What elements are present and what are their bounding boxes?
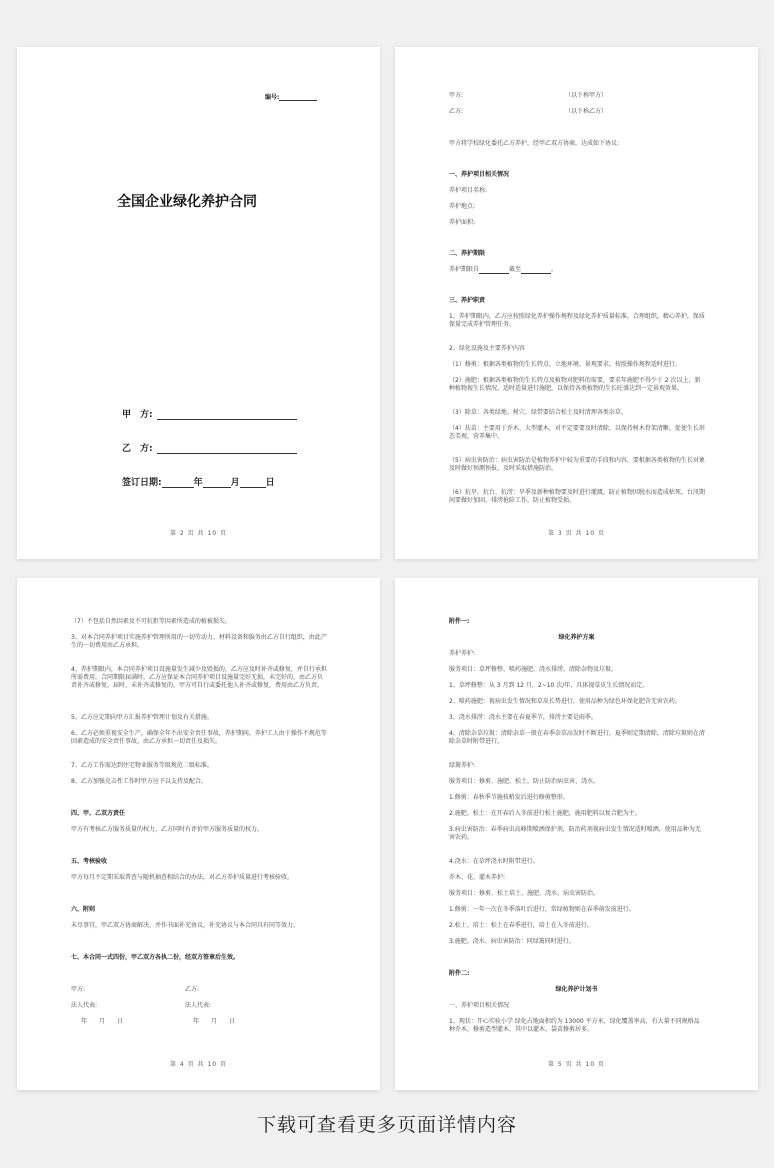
paragraph: 8、乙方加强克击性工作时甲方应予以支持及配合。 xyxy=(71,778,207,785)
paragraph: 3.施肥、浇水、病虫害防治：同绿篱同时进行。 xyxy=(449,938,575,945)
paragraph: （3）除草：各类绿地、树穴、绿带要结合松土及时清理各类杂草。 xyxy=(449,409,627,416)
contract-number-label: 编号: xyxy=(265,92,317,101)
appendix-heading: 附件一: xyxy=(449,618,470,625)
paragraph: （6）抗旱、抗台、抗涝：旱季及新种植物要及时进行灌溉，防止植物因脱水而造成枯死，台汛期间要做好加固、排涝抢险工作，防止植物受损。 xyxy=(449,489,705,504)
page-footer: 第 2 页 共 10 页 xyxy=(170,530,227,537)
paragraph: （7）不包括自然因素及不可抗拒等因素所造成的植被损失。 xyxy=(71,618,231,625)
paragraph: 绿篱养护: xyxy=(449,762,476,769)
party-b-rep: 法人代表: xyxy=(185,1002,212,1009)
paragraph: 2、绿化设施及主要养护内容 xyxy=(449,345,525,352)
section-heading: 四、甲、乙双方责任 xyxy=(71,810,126,817)
section-heading: 一、养护项目相关情况 xyxy=(449,171,510,178)
paragraph: 服务项目：草坪修整、喷药施肥、浇水排涝、清除杂物及垃圾。 xyxy=(449,666,618,673)
paragraph: 服务项目：修剪、施肥、松土，防止防治病虫害、浇水。 xyxy=(449,778,600,785)
paragraph: 5、乙方应定期向甲方汇报养护管理计划及有关措施。 xyxy=(71,714,213,721)
appendix-heading: 附件二: xyxy=(449,970,470,977)
paragraph: 养护项目名称: xyxy=(449,187,488,194)
paragraph: 1、现状：开心实验小学 绿化占地面积约为 13000 平方米，绿化覆盖率高，有大量不同规格品种乔木，修剪造型灌木，其中以灌木、袋苗修剪居多。 xyxy=(449,1018,700,1033)
paragraph: 4.浇水：在草坪浇水时附带进行。 xyxy=(449,858,539,865)
page-5 xyxy=(395,578,758,1090)
download-caption[interactable]: 下载可查看更多页面详情内容 xyxy=(256,1114,517,1136)
page-footer: 第 4 页 共 10 页 xyxy=(170,1061,227,1068)
section-heading: 七、本合同一式四份，甲乙双方各执二份，经双方签章后生效。 xyxy=(71,954,240,961)
party-b-note: （以下称乙方） xyxy=(565,108,608,115)
paragraph: 一、养护项目相关情况 xyxy=(449,1002,510,1009)
paragraph: 1.修剪：一年一次在冬季落叶后进行，常绿植物则在春季萌发前进行。 xyxy=(449,906,635,913)
contract-title: 全国企业绿化养护合同 xyxy=(117,194,257,210)
section-heading: 二、养护期限 xyxy=(449,250,486,257)
appendix-title: 绿化养护计划书 xyxy=(555,986,598,993)
page-4 xyxy=(17,578,380,1090)
party-b-date: 年 月 日 xyxy=(193,1018,236,1025)
party-a-rep: 法人代表: xyxy=(71,1002,98,1009)
paragraph: 甲方将学校绿化委托乙方养护，经甲乙双方协商，达成如下协议: xyxy=(449,140,620,147)
page-3 xyxy=(395,47,758,559)
paragraph: （1）修剪：根据各类植物的生长特点、立地环境、景观要求，按照操作规程适时进行。 xyxy=(449,361,681,368)
paragraph: 甲方有考核乙方服务质量的权力，乙方同时有评价甲方服务质量的权力。 xyxy=(71,826,264,833)
paragraph: 养护面积: xyxy=(449,219,476,226)
section-heading: 六、附则 xyxy=(71,906,96,913)
paragraph: 养护地点: xyxy=(449,203,476,210)
section-heading: 三、养护职责 xyxy=(449,297,486,304)
paragraph: 6、乙方必须重视安全生产，确保全年不出安全责任事故，养护期间，养护工人由于操作不规范等因素造成的安全责任事故，由乙方承担一切责任及损失。 xyxy=(71,730,327,745)
paragraph: 未尽事宜，甲乙双方协商解决，并作书面补充协议，补充协议与本合同具有同等效力。 xyxy=(71,922,300,929)
paragraph: 3.病虫害防治：春季病虫高峰期喷洒保护剂，防治药剂视病虫发生情况适时喷洒，使用品种为无害农药。 xyxy=(449,826,701,841)
party-b-line: 乙方: xyxy=(449,108,464,115)
paragraph: （4）扶苗：主要用于乔木、大型灌木，对不定要要及时清除，以保持树木骨架清晰，促使生长形态美观，营养集中。 xyxy=(449,425,705,440)
party-a-signature-line: 甲 方: xyxy=(122,407,297,420)
party-b-signature-line: 乙 方: xyxy=(122,441,297,454)
paragraph: 甲方每月不定期采取普查与随机抽查相结合的办法，对乙方养护质量进行考核验收。 xyxy=(71,874,294,881)
party-a-line: 甲方: xyxy=(449,92,464,99)
paragraph: 服务项目：修剪、松土培土、施肥、浇水、病虫害防治。 xyxy=(449,890,600,897)
section-heading: 五、考核验收 xyxy=(71,858,108,865)
sign-date-line: 签订日期: 年 月 日 xyxy=(122,478,275,488)
appendix-title: 绿化养护方案 xyxy=(558,634,595,641)
page-footer: 第 5 页 共 10 页 xyxy=(548,1061,605,1068)
paragraph: 7、乙方工作需达到住宅物业服务等级规范二级标准。 xyxy=(71,762,213,769)
party-b-sign: 乙方: xyxy=(185,986,200,993)
term-line: 养护期限自 截至 。 xyxy=(449,266,558,273)
paragraph: 4、清除杂草垃圾：清除杂草一般在春季杂草高发时不断进行，夏季则定期清除，清除垃圾则在清除杂草时附带进行。 xyxy=(449,730,705,745)
party-a-date: 年 月 日 xyxy=(81,1018,124,1025)
paragraph: （5）病虫害防治：病虫害防治是植物养护中较为重要的手段和内容，要根据各类植物的生长对象及时做好预测预报，及时采取措施防治。 xyxy=(449,457,705,472)
paragraph: 4、养护期限内，本合同养护项目设施量发生减少及毁损的，乙方应及时补齐或修复，并自行承担所需费用。合同期限届满时，乙方应保证本合同养护项目设施量完好无损，未完好的，由乙方负责补齐或修复，届时，未补齐或修复的，甲方可自行或委托他人补齐或修复，费用由乙方负责。 xyxy=(71,666,327,689)
paragraph: 1、养护期限内，乙方应按照绿化养护操作规程及绿化养护质量标准，合理组织，精心养护，保质保量完成养护管理任务。 xyxy=(449,313,705,328)
paragraph: 乔木、花、灌木养护: xyxy=(449,874,506,881)
paragraph: 2.施肥、松土：在开春后入冬前进行松土施肥，施用肥料以复合肥为主。 xyxy=(449,810,641,817)
paragraph: 养护养护: xyxy=(449,650,476,657)
page-cover xyxy=(17,47,380,559)
page-footer: 第 3 页 共 10 页 xyxy=(548,530,605,537)
party-a-note: （以下称甲方） xyxy=(565,92,608,99)
paragraph: 2、喷药施肥：视病虫发生情况和草皮长势进行，使用品种为绿色环保化肥含无害农药。 xyxy=(449,698,681,705)
paragraph: 1、草坪修整：从 3 月到 12 月，2~10 次/年，具体视草皮生长情况而定。 xyxy=(449,682,649,689)
paragraph: 3、对本合同养护项目实施养护管理所用的一切劳动力、材料设备和服务由乙方自行组织，由此产生的一切费用由乙方承担。 xyxy=(71,634,327,649)
paragraph: 1.修剪：春秋季节施枝稍发后进行修剪整形。 xyxy=(449,794,569,801)
paragraph: 3、浇水排涝：浇水主要在春夏季节，排涝主要是雨季。 xyxy=(449,714,597,721)
paragraph: （2）施肥：根据各类植物的生长特点及植物对肥料的需要，要求年施肥不得少于 2 次以上，新种植物视生长情况，适时适量进行施肥，以保持各类植物的生长旺盛达到一定景观效果。 xyxy=(449,377,701,392)
paragraph: 2.松土、培土：松土在春季进行，培土在入冬前进行。 xyxy=(449,922,593,929)
party-a-sign: 甲方: xyxy=(71,986,86,993)
